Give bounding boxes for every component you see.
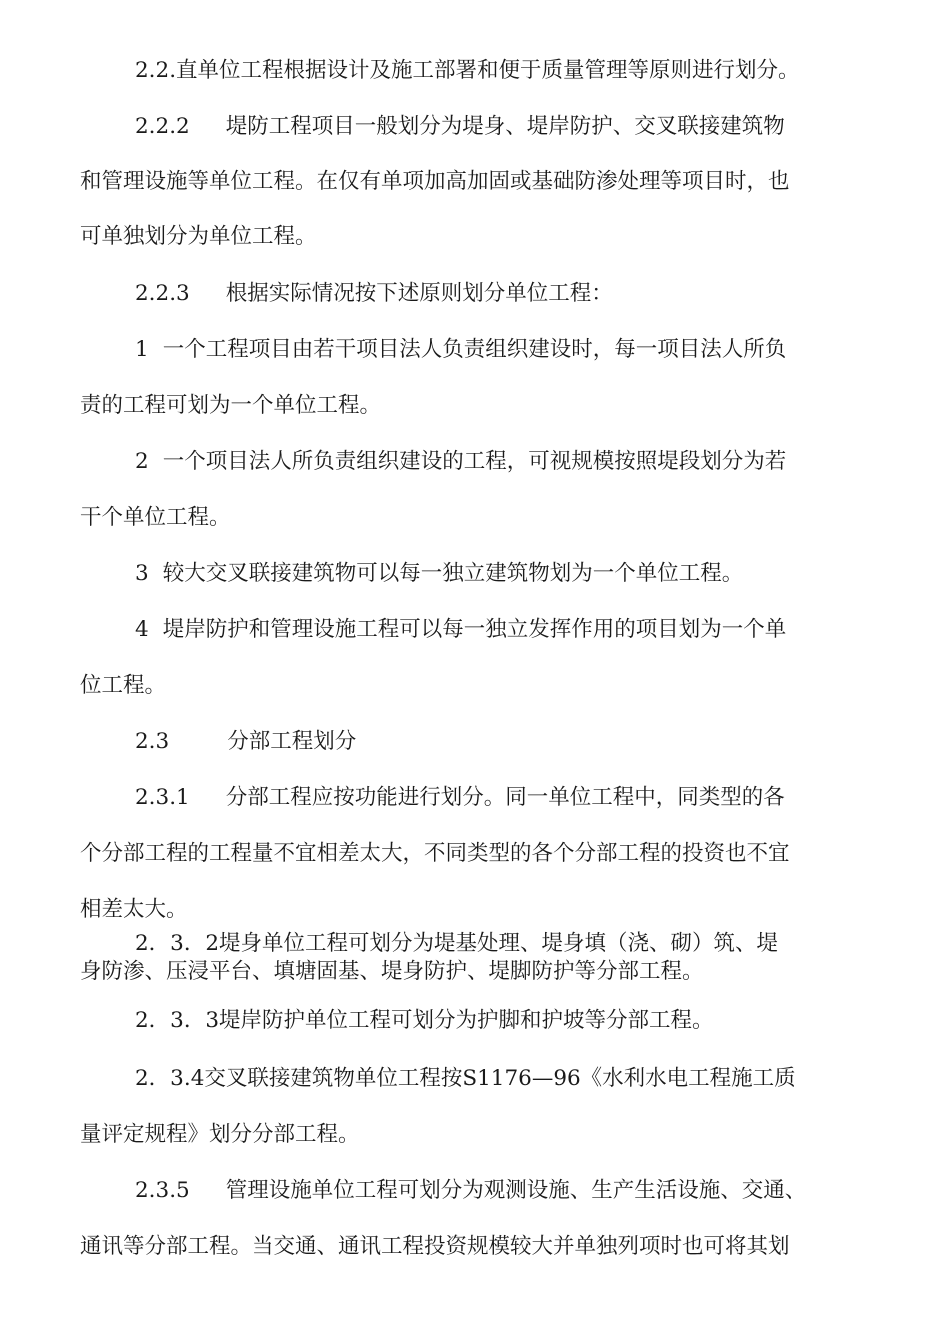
list-item-3 <box>135 559 743 589</box>
list-item-number: 3 <box>135 561 149 586</box>
clause-number: 2.3.1 <box>135 785 190 810</box>
paragraph-text: 较大交叉联接建筑物可以每一独立建筑物划为一个单位工程。 <box>162 561 744 586</box>
paragraph-text: 一个工程项目由若干项目法人负责组织建设时，每一项目法人所负 <box>162 337 787 362</box>
list-item-4-line-2 <box>80 671 166 701</box>
paragraph-text: 2．3．3堤岸防护单位工程可划分为护脚和护坡等分部工程。 <box>135 1008 714 1033</box>
section-title: 分部工程划分 <box>227 729 357 754</box>
paragraph-2-2 <box>135 56 800 86</box>
paragraph-text: 可单独划分为单位工程。 <box>80 224 317 249</box>
list-item-number: 4 <box>135 617 149 642</box>
section-number: 2.3 <box>135 729 170 754</box>
paragraph-text: 一个项目法人所负责组织建设的工程，可视规模按照堤段划分为若 <box>162 449 787 474</box>
paragraph-text: 位工程。 <box>80 673 167 698</box>
clause-2-3-1 <box>135 783 785 813</box>
list-item-2-line-2 <box>80 503 231 533</box>
clause-2-3-5 <box>135 1176 806 1206</box>
clause-2-2-2 <box>135 112 785 142</box>
section-heading-2-3 <box>135 727 356 757</box>
clause-number: 2.2.2 <box>135 114 190 139</box>
clause-2-2-2-line-2 <box>80 167 790 197</box>
paragraph-text: 堤防工程项目一般划分为堤身、堤岸防护、交叉联接建筑物 <box>225 114 785 139</box>
clause-2-3-1-line-3 <box>80 895 188 925</box>
paragraph-text: 相差太大。 <box>80 897 188 922</box>
paragraph-text: 干个单位工程。 <box>80 505 231 530</box>
clause-2-3-1-line-2 <box>80 839 790 869</box>
paragraph-text: 2．3.4交叉联接建筑物单位工程按S1176—96《水利水电工程施工质 <box>135 1066 796 1091</box>
list-item-1-line-2 <box>80 391 381 421</box>
paragraph-text: 2.2.直单位工程根据设计及施工部署和便于质量管理等原则进行划分。 <box>135 58 800 83</box>
paragraph-text: 管理设施单位工程可划分为观测设施、生产生活设施、交通、 <box>225 1178 807 1203</box>
paragraph-text: 堤岸防护和管理设施工程可以每一独立发挥作用的项目划为一个单 <box>162 617 787 642</box>
clause-2-3-2-line-2 <box>80 957 704 987</box>
clause-2-3-4-line-2 <box>80 1120 360 1150</box>
paragraph-text: 2．3．2堤身单位工程可划分为堤基处理、堤身填（浇、砌）筑、堤 <box>135 931 779 956</box>
clause-2-3-2 <box>135 929 778 959</box>
clause-2-3-4 <box>135 1064 796 1094</box>
paragraph-text: 分部工程应按功能进行划分。同一单位工程中，同类型的各 <box>225 785 785 810</box>
paragraph-text: 量评定规程》划分分部工程。 <box>80 1122 360 1147</box>
paragraph-text: 和管理设施等单位工程。在仅有单项加高加固或基础防渗处理等项目时，也 <box>80 169 790 194</box>
paragraph-text: 责的工程可划为一个单位工程。 <box>80 393 382 418</box>
paragraph-text: 根据实际情况按下述原则划分单位工程： <box>225 281 613 306</box>
list-item-number: 2 <box>135 449 149 474</box>
clause-2-2-3 <box>135 279 613 309</box>
clause-2-2-2-line-3 <box>80 222 317 252</box>
clause-number: 2.2.3 <box>135 281 190 306</box>
paragraph-text: 身防渗、压浸平台、填塘固基、堤身防护、堤脚防护等分部工程。 <box>80 959 704 984</box>
list-item-1 <box>135 335 786 365</box>
list-item-4 <box>135 615 786 645</box>
paragraph-text: 个分部工程的工程量不宜相差太大，不同类型的各个分部工程的投资也不宜 <box>80 841 790 866</box>
list-item-number: 1 <box>135 337 149 362</box>
clause-number: 2.3.5 <box>135 1178 190 1203</box>
paragraph-text: 通讯等分部工程。当交通、通讯工程投资规模较大并单独列项时也可将其划 <box>80 1234 790 1259</box>
list-item-2 <box>135 447 786 477</box>
clause-2-3-3 <box>135 1006 714 1036</box>
clause-2-3-5-line-2 <box>80 1232 790 1262</box>
